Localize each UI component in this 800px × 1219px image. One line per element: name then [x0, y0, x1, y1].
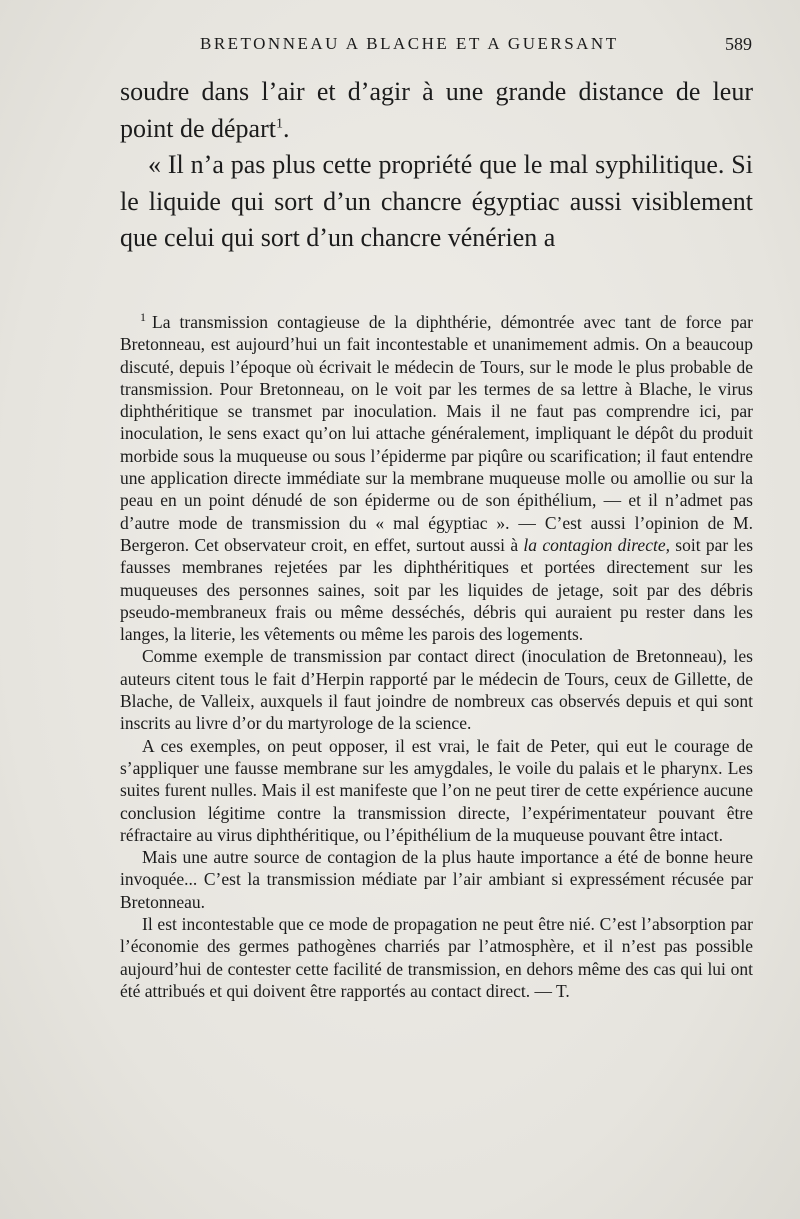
main-text: [120, 74, 753, 257]
main-paragraph-1-end: .: [282, 113, 290, 143]
page-number: 589: [725, 34, 752, 54]
footnote-emphasis: la contagion directe,: [523, 534, 670, 555]
footnote-paragraph-3: A ces exemples, on peut opposer, il est vrai, le fait de Peter, qui eut le courage de s’appliquer une fausse membrane sur les amygdales, le voile du palais et le pharynx. Les suites furent nulles. Mais il est manifeste que l’on ne peut tirer de cette expérience aucune conclusion légitime contre la transmission directe, l’expérimentateur pouvant être réfractaire au virus diphthéritique, ou l’épithélium de la muqueuse pouvant être intact.: [120, 735, 753, 845]
main-paragraph-1: [120, 74, 753, 147]
footnote-paragraph-2: Comme exemple de transmission par contact direct (inoculation de Bretonneau), les auteurs citent tous le fait d’Herpin rapporté par le médecin de Tours, ceux de Gillette, de Blache, de Valleix, auxquels il faut joindre de nombreux cas observés depuis et qui sont inscrits au livre d’or du martyrologe de la science.: [120, 646, 753, 734]
running-title: BRETONNEAU A BLACHE ET A GUERSANT: [200, 34, 619, 53]
footnote-paragraph-5: Il est incontestable que ce mode de propagation ne peut être nié. C’est l’absorption par l’économie des germes pathogènes charriés par l’atmosphère, et il n’est pas possible aujourd’hui de contester cette facilité de transmission, en dehors même des cas qui lui ont été attribués et qui doivent être rapportés au contact direct. — T.: [120, 914, 753, 1001]
footnote-paragraph-1: [120, 311, 753, 645]
main-paragraph-1-text: soudre dans l’air et d’agir à une grande distance de leur point de départ: [120, 77, 753, 143]
footnote-paragraph-1-text-b: soit par les fausses membranes rejetées par les diphthéritiques et portées directement sur les muqueuses des personnes saines, soit par les liquides de jetage, soit par des débris pseudo-membraneux frais ou même desséchés, débris qui auraient pu rester dans les langes, la literie, les vêtements ou même les parois des logements.: [120, 534, 754, 645]
footnote-number: 1: [140, 310, 146, 325]
main-paragraph-2: « Il n’a pas plus cette propriété que le mal syphilitique. Si le liquide qui sort d’un chancre égyptiac aussi visiblement que celui qui sort d’un chancre vénérien a: [120, 150, 753, 252]
footnote-paragraph-1-text-a: La transmission contagieuse de la diphthérie, démontrée avec tant de force par Bretonneau, est aujourd’hui un fait incontestable et unanimement admis. On a beaucoup discuté, depuis l’époque où écrivait le médecin de Tours, sur le mode le plus probable de transmission. Pour Bretonneau, on le voit par les termes de sa lettre à Blache, le virus diphthéritique se transmet par inoculation. Mais il ne faut pas comprendre ici, par inoculation, le sens exact qu’on lui attache généralement, impliquant le dépôt du produit morbide sous la muqueuse ou sous l’épiderme par piqûre ou scarification; il faut entendre une application directe immédiate sur la membrane muqueuse molle ou amollie ou sur la peau en un point dénudé de son épiderme ou de son épithélium, — et il n’admet pas d’autre mode de transmission du « mal égyptiac ». — C’est aussi l’opinion de M. Bergeron. Cet observateur croit, en effet, surtout aussi à: [120, 312, 753, 555]
footnote-paragraph-4: Mais une autre source de contagion de la plus haute importance a été de bonne heure invoquée... C’est la transmission médiate par l’air ambiant si expressément récusée par Bretonneau.: [120, 847, 753, 912]
running-header: [120, 34, 752, 60]
footnote: [120, 311, 753, 1002]
footnote-reference[interactable]: 1: [275, 115, 283, 131]
